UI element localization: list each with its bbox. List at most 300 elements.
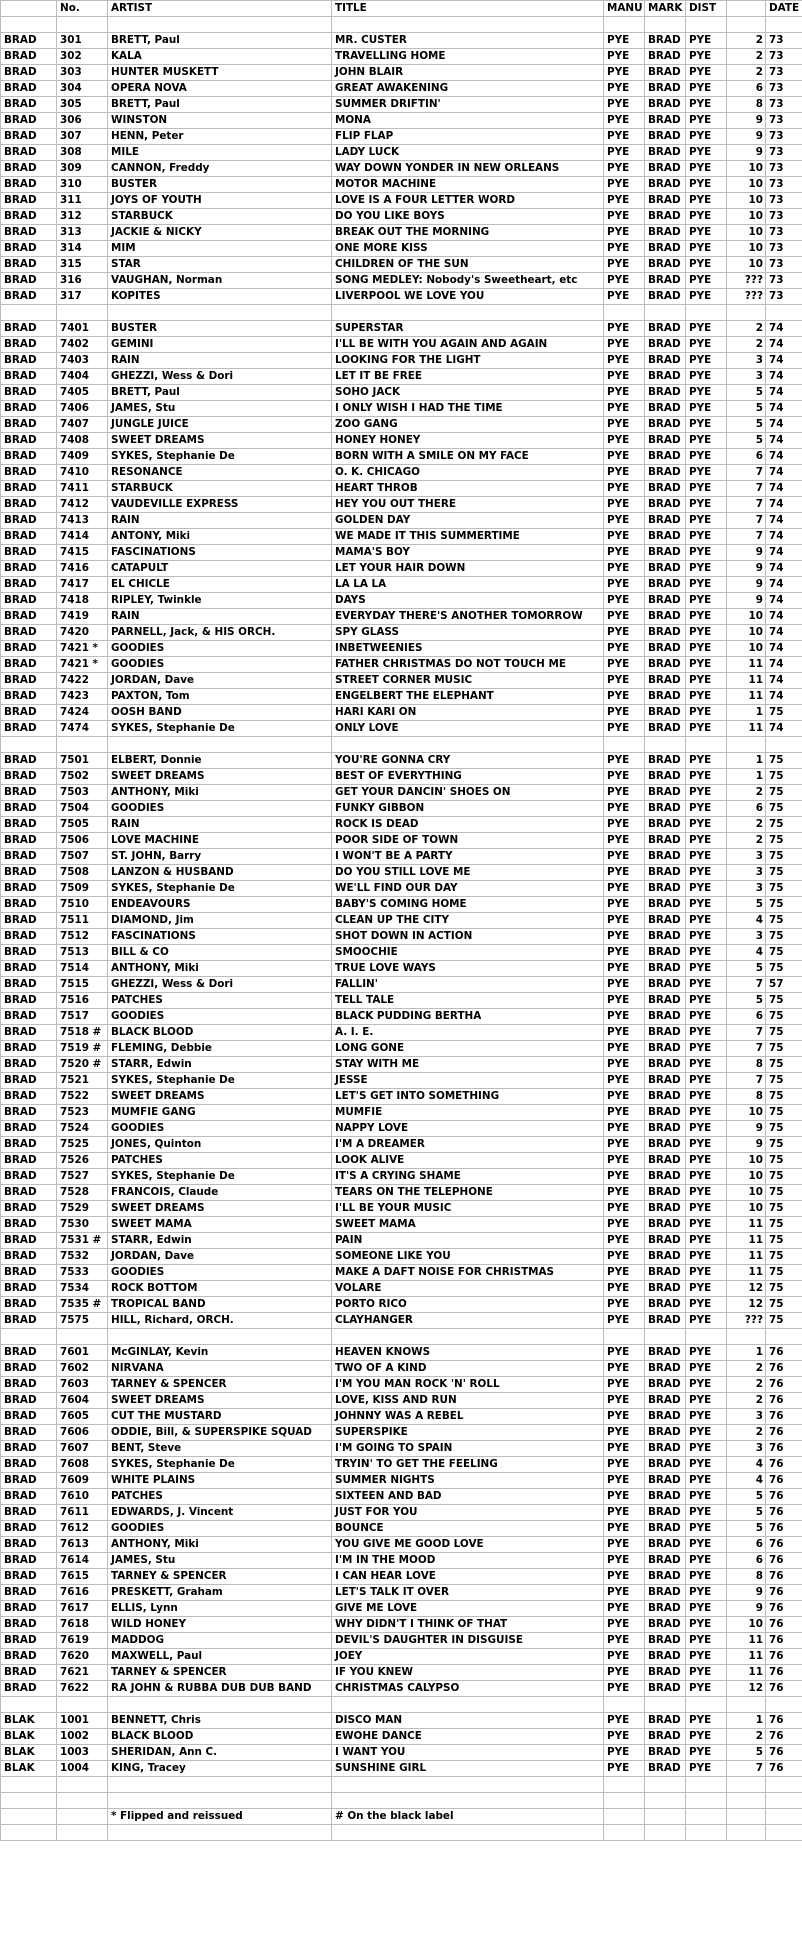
manu-cell: PYE bbox=[604, 1504, 645, 1520]
mark-cell: BRAD bbox=[645, 64, 686, 80]
label-cell: BRAD bbox=[1, 800, 57, 816]
artist-cell: WHITE PLAINS bbox=[108, 1472, 332, 1488]
dist-cell: PYE bbox=[686, 1344, 727, 1360]
label-cell: BRAD bbox=[1, 1632, 57, 1648]
manu-cell: PYE bbox=[604, 1536, 645, 1552]
manu-cell: PYE bbox=[604, 800, 645, 816]
number-cell: 7405 bbox=[57, 384, 108, 400]
dist-cell: PYE bbox=[686, 416, 727, 432]
manu-cell: PYE bbox=[604, 208, 645, 224]
artist-cell: OPERA NOVA bbox=[108, 80, 332, 96]
manu-cell: PYE bbox=[604, 672, 645, 688]
artist-cell: PATCHES bbox=[108, 992, 332, 1008]
table-row bbox=[1, 1232, 802, 1248]
number-cell bbox=[57, 1824, 108, 1840]
label-cell: BRAD bbox=[1, 1456, 57, 1472]
manu-cell: PYE bbox=[604, 1312, 645, 1328]
dist-cell: PYE bbox=[686, 496, 727, 512]
year-cell: 75 bbox=[766, 1072, 802, 1088]
table-row bbox=[1, 1664, 802, 1680]
manu-cell: PYE bbox=[604, 1616, 645, 1632]
month-cell: 1 bbox=[727, 752, 766, 768]
manu-cell: PYE bbox=[604, 992, 645, 1008]
manu-cell bbox=[604, 1824, 645, 1840]
month-cell: 12 bbox=[727, 1680, 766, 1696]
number-cell: 7516 bbox=[57, 992, 108, 1008]
table-row bbox=[1, 1616, 802, 1632]
number-cell: 7517 bbox=[57, 1008, 108, 1024]
mark-cell: BRAD bbox=[645, 112, 686, 128]
label-cell: BRAD bbox=[1, 1248, 57, 1264]
number-cell: 7603 bbox=[57, 1376, 108, 1392]
month-cell: 6 bbox=[727, 1008, 766, 1024]
label-cell: BRAD bbox=[1, 576, 57, 592]
year-cell: 76 bbox=[766, 1344, 802, 1360]
label-cell: BRAD bbox=[1, 160, 57, 176]
label-cell: BRAD bbox=[1, 432, 57, 448]
month-cell: 7 bbox=[727, 464, 766, 480]
artist-cell: BILL & CO bbox=[108, 944, 332, 960]
month-cell: 2 bbox=[727, 1728, 766, 1744]
year-cell: 76 bbox=[766, 1456, 802, 1472]
table-row bbox=[1, 432, 802, 448]
title-cell: SPY GLASS bbox=[332, 624, 604, 640]
title-cell bbox=[332, 736, 604, 752]
table-row bbox=[1, 272, 802, 288]
year-cell: 75 bbox=[766, 800, 802, 816]
month-cell: 10 bbox=[727, 1152, 766, 1168]
dist-cell: PYE bbox=[686, 96, 727, 112]
artist-cell: McGINLAY, Kevin bbox=[108, 1344, 332, 1360]
title-cell: BABY'S COMING HOME bbox=[332, 896, 604, 912]
month-cell: 8 bbox=[727, 1088, 766, 1104]
mark-cell: BRAD bbox=[645, 1312, 686, 1328]
table-row bbox=[1, 720, 802, 736]
manu-cell: PYE bbox=[604, 848, 645, 864]
table-row bbox=[1, 336, 802, 352]
table-row bbox=[1, 1072, 802, 1088]
year-cell: 75 bbox=[766, 1248, 802, 1264]
artist-cell: WILD HONEY bbox=[108, 1616, 332, 1632]
mark-cell: BRAD bbox=[645, 496, 686, 512]
artist-cell: ANTONY, Miki bbox=[108, 528, 332, 544]
number-cell: 7421 * bbox=[57, 640, 108, 656]
table-row bbox=[1, 1008, 802, 1024]
dist-cell: PYE bbox=[686, 1552, 727, 1568]
artist-cell: KOPITES bbox=[108, 288, 332, 304]
mark-cell: BRAD bbox=[645, 1712, 686, 1728]
table-row bbox=[1, 560, 802, 576]
dist-cell: PYE bbox=[686, 928, 727, 944]
mark-cell: BRAD bbox=[645, 720, 686, 736]
title-cell: FLIP FLAP bbox=[332, 128, 604, 144]
mark-cell: BRAD bbox=[645, 992, 686, 1008]
title-cell: DEVIL'S DAUGHTER IN DISGUISE bbox=[332, 1632, 604, 1648]
number-cell: 306 bbox=[57, 112, 108, 128]
artist-cell: RAIN bbox=[108, 816, 332, 832]
table-row bbox=[1, 928, 802, 944]
number-cell: 7605 bbox=[57, 1408, 108, 1424]
label-cell: BRAD bbox=[1, 784, 57, 800]
label-cell: BRAD bbox=[1, 992, 57, 1008]
artist-cell: GOODIES bbox=[108, 640, 332, 656]
year-cell: 74 bbox=[766, 672, 802, 688]
mark-cell: BRAD bbox=[645, 896, 686, 912]
manu-cell: PYE bbox=[604, 1216, 645, 1232]
table-row bbox=[1, 1744, 802, 1760]
mark-cell: BRAD bbox=[645, 176, 686, 192]
table-row bbox=[1, 1600, 802, 1616]
artist-cell: RAIN bbox=[108, 608, 332, 624]
mark-cell: BRAD bbox=[645, 1216, 686, 1232]
mark-cell: BRAD bbox=[645, 320, 686, 336]
year-cell: 74 bbox=[766, 352, 802, 368]
header-row bbox=[1, 1, 802, 17]
title-cell: SIXTEEN AND BAD bbox=[332, 1488, 604, 1504]
mark-cell: BRAD bbox=[645, 1008, 686, 1024]
label-cell bbox=[1, 1696, 57, 1712]
label-cell: BRAD bbox=[1, 688, 57, 704]
label-cell: BRAD bbox=[1, 1008, 57, 1024]
manu-cell: PYE bbox=[604, 1648, 645, 1664]
dist-cell: PYE bbox=[686, 320, 727, 336]
blank-row bbox=[1, 1792, 802, 1808]
artist-cell: PRESKETT, Graham bbox=[108, 1584, 332, 1600]
month-cell: 9 bbox=[727, 112, 766, 128]
dist-cell: PYE bbox=[686, 160, 727, 176]
label-cell: BRAD bbox=[1, 176, 57, 192]
table-row bbox=[1, 1248, 802, 1264]
title-cell: I WON'T BE A PARTY bbox=[332, 848, 604, 864]
artist-cell: BUSTER bbox=[108, 320, 332, 336]
number-cell: 7529 bbox=[57, 1200, 108, 1216]
mark-cell: BRAD bbox=[645, 1504, 686, 1520]
month-cell: 8 bbox=[727, 1568, 766, 1584]
mark-cell: BRAD bbox=[645, 1232, 686, 1248]
table-row bbox=[1, 128, 802, 144]
title-cell: I'LL BE WITH YOU AGAIN AND AGAIN bbox=[332, 336, 604, 352]
month-cell: 10 bbox=[727, 192, 766, 208]
artist-cell: VAUGHAN, Norman bbox=[108, 272, 332, 288]
title-cell: FATHER CHRISTMAS DO NOT TOUCH ME bbox=[332, 656, 604, 672]
number-cell: 7502 bbox=[57, 768, 108, 784]
manu-cell: PYE bbox=[604, 1232, 645, 1248]
label-cell: BRAD bbox=[1, 1584, 57, 1600]
title-cell: SWEET MAMA bbox=[332, 1216, 604, 1232]
artist-cell: KALA bbox=[108, 48, 332, 64]
manu-cell: PYE bbox=[604, 1184, 645, 1200]
artist-cell: ANTHONY, Miki bbox=[108, 960, 332, 976]
dist-cell: PYE bbox=[686, 1440, 727, 1456]
blank-row bbox=[1, 1696, 802, 1712]
table-row bbox=[1, 848, 802, 864]
year-cell: 75 bbox=[766, 704, 802, 720]
year-cell: 74 bbox=[766, 400, 802, 416]
mark-cell: BRAD bbox=[645, 1200, 686, 1216]
year-cell: 76 bbox=[766, 1680, 802, 1696]
title-cell: O. K. CHICAGO bbox=[332, 464, 604, 480]
dist-cell: PYE bbox=[686, 224, 727, 240]
month-cell: ??? bbox=[727, 272, 766, 288]
label-cell: BRAD bbox=[1, 464, 57, 480]
number-cell: 7602 bbox=[57, 1360, 108, 1376]
artist-cell: GOODIES bbox=[108, 800, 332, 816]
number-cell: 1001 bbox=[57, 1712, 108, 1728]
mark-cell: BRAD bbox=[645, 880, 686, 896]
title-cell: FUNKY GIBBON bbox=[332, 800, 604, 816]
number-cell: 309 bbox=[57, 160, 108, 176]
year-cell: 76 bbox=[766, 1392, 802, 1408]
number-cell bbox=[57, 1808, 108, 1824]
title-cell: SUPERSPIKE bbox=[332, 1424, 604, 1440]
mark-cell bbox=[645, 1808, 686, 1824]
dist-cell: PYE bbox=[686, 720, 727, 736]
title-cell: I'M A DREAMER bbox=[332, 1136, 604, 1152]
table-row bbox=[1, 1568, 802, 1584]
year-cell: 75 bbox=[766, 880, 802, 896]
artist-cell: RAIN bbox=[108, 352, 332, 368]
month-cell bbox=[727, 1824, 766, 1840]
artist-cell: SYKES, Stephanie De bbox=[108, 720, 332, 736]
mark-cell bbox=[645, 1792, 686, 1808]
number-cell: 7616 bbox=[57, 1584, 108, 1600]
label-cell: BRAD bbox=[1, 400, 57, 416]
dist-cell: PYE bbox=[686, 1264, 727, 1280]
year-cell: 73 bbox=[766, 32, 802, 48]
month-cell: 10 bbox=[727, 1200, 766, 1216]
mark-cell: BRAD bbox=[645, 464, 686, 480]
dist-cell: PYE bbox=[686, 288, 727, 304]
year-cell bbox=[766, 304, 802, 320]
number-cell: 7617 bbox=[57, 1600, 108, 1616]
blank-row bbox=[1, 1776, 802, 1792]
manu-cell: PYE bbox=[604, 1008, 645, 1024]
title-cell: DO YOU STILL LOVE ME bbox=[332, 864, 604, 880]
table-row bbox=[1, 96, 802, 112]
year-cell: 76 bbox=[766, 1568, 802, 1584]
month-cell: 10 bbox=[727, 1104, 766, 1120]
manu-cell: PYE bbox=[604, 752, 645, 768]
table-row bbox=[1, 544, 802, 560]
month-cell: 11 bbox=[727, 1632, 766, 1648]
table-row bbox=[1, 1520, 802, 1536]
mark-cell: BRAD bbox=[645, 672, 686, 688]
label-cell: BRAD bbox=[1, 656, 57, 672]
manu-cell: PYE bbox=[604, 1152, 645, 1168]
number-cell: 7520 # bbox=[57, 1056, 108, 1072]
table-row bbox=[1, 1168, 802, 1184]
label-cell: BLAK bbox=[1, 1728, 57, 1744]
year-cell: 75 bbox=[766, 1088, 802, 1104]
table-row bbox=[1, 288, 802, 304]
mark-cell: BRAD bbox=[645, 368, 686, 384]
title-cell bbox=[332, 304, 604, 320]
title-cell: I'M GOING TO SPAIN bbox=[332, 1440, 604, 1456]
number-cell: 307 bbox=[57, 128, 108, 144]
label-cell: BRAD bbox=[1, 1280, 57, 1296]
title-cell: LOVE, KISS AND RUN bbox=[332, 1392, 604, 1408]
artist-cell: ODDIE, Bill, & SUPERSPIKE SQUAD bbox=[108, 1424, 332, 1440]
year-cell: 76 bbox=[766, 1472, 802, 1488]
header-dist: DIST bbox=[686, 1, 727, 17]
manu-cell: PYE bbox=[604, 912, 645, 928]
mark-cell: BRAD bbox=[645, 656, 686, 672]
number-cell: 310 bbox=[57, 176, 108, 192]
month-cell: 6 bbox=[727, 80, 766, 96]
title-cell: MOTOR MACHINE bbox=[332, 176, 604, 192]
label-cell: BRAD bbox=[1, 496, 57, 512]
artist-cell: RIPLEY, Twinkle bbox=[108, 592, 332, 608]
table-row bbox=[1, 1312, 802, 1328]
number-cell: 7415 bbox=[57, 544, 108, 560]
title-cell: I'M YOU MAN ROCK 'N' ROLL bbox=[332, 1376, 604, 1392]
mark-cell: BRAD bbox=[645, 832, 686, 848]
title-cell: TRUE LOVE WAYS bbox=[332, 960, 604, 976]
dist-cell: PYE bbox=[686, 368, 727, 384]
dist-cell: PYE bbox=[686, 1072, 727, 1088]
table-row bbox=[1, 1504, 802, 1520]
dist-cell: PYE bbox=[686, 976, 727, 992]
dist-cell: PYE bbox=[686, 528, 727, 544]
artist-cell: ANTHONY, Miki bbox=[108, 784, 332, 800]
manu-cell: PYE bbox=[604, 768, 645, 784]
artist-cell: EL CHICLE bbox=[108, 576, 332, 592]
artist-cell: FASCINATIONS bbox=[108, 928, 332, 944]
manu-cell bbox=[604, 736, 645, 752]
number-cell: 7515 bbox=[57, 976, 108, 992]
manu-cell: PYE bbox=[604, 720, 645, 736]
mark-cell: BRAD bbox=[645, 1568, 686, 1584]
number-cell: 7534 bbox=[57, 1280, 108, 1296]
mark-cell: BRAD bbox=[645, 976, 686, 992]
number-cell: 7424 bbox=[57, 704, 108, 720]
month-cell: 11 bbox=[727, 1232, 766, 1248]
month-cell: 10 bbox=[727, 240, 766, 256]
table-row bbox=[1, 1728, 802, 1744]
number-cell: 7410 bbox=[57, 464, 108, 480]
month-cell: 10 bbox=[727, 608, 766, 624]
dist-cell: PYE bbox=[686, 1392, 727, 1408]
dist-cell: PYE bbox=[686, 1312, 727, 1328]
year-cell: 74 bbox=[766, 384, 802, 400]
title-cell: DISCO MAN bbox=[332, 1712, 604, 1728]
artist-cell: GOODIES bbox=[108, 1120, 332, 1136]
manu-cell: PYE bbox=[604, 704, 645, 720]
label-cell: BRAD bbox=[1, 1360, 57, 1376]
title-cell: MAMA'S BOY bbox=[332, 544, 604, 560]
artist-cell: BENNETT, Chris bbox=[108, 1712, 332, 1728]
dist-cell: PYE bbox=[686, 544, 727, 560]
label-cell: BRAD bbox=[1, 112, 57, 128]
number-cell: 7528 bbox=[57, 1184, 108, 1200]
label-cell: BRAD bbox=[1, 1664, 57, 1680]
month-cell bbox=[727, 1328, 766, 1344]
manu-cell: PYE bbox=[604, 1728, 645, 1744]
title-cell: ONLY LOVE bbox=[332, 720, 604, 736]
year-cell: 75 bbox=[766, 1280, 802, 1296]
dist-cell: PYE bbox=[686, 1648, 727, 1664]
month-cell: 9 bbox=[727, 1600, 766, 1616]
number-cell: 7406 bbox=[57, 400, 108, 416]
month-cell: 11 bbox=[727, 1648, 766, 1664]
table-row bbox=[1, 224, 802, 240]
month-cell: 10 bbox=[727, 160, 766, 176]
dist-cell: PYE bbox=[686, 1168, 727, 1184]
title-cell: I ONLY WISH I HAD THE TIME bbox=[332, 400, 604, 416]
table-row bbox=[1, 800, 802, 816]
mark-cell: BRAD bbox=[645, 352, 686, 368]
month-cell: 3 bbox=[727, 352, 766, 368]
title-cell: JESSE bbox=[332, 1072, 604, 1088]
number-cell bbox=[57, 1776, 108, 1792]
artist-cell: STARR, Edwin bbox=[108, 1232, 332, 1248]
number-cell: 7403 bbox=[57, 352, 108, 368]
label-cell: BRAD bbox=[1, 832, 57, 848]
dist-cell: PYE bbox=[686, 816, 727, 832]
manu-cell: PYE bbox=[604, 496, 645, 512]
dist-cell: PYE bbox=[686, 1136, 727, 1152]
manu-cell: PYE bbox=[604, 832, 645, 848]
table-row bbox=[1, 960, 802, 976]
month-cell: 3 bbox=[727, 864, 766, 880]
table-row bbox=[1, 816, 802, 832]
number-cell: 7620 bbox=[57, 1648, 108, 1664]
number-cell: 7606 bbox=[57, 1424, 108, 1440]
artist-cell: HENN, Peter bbox=[108, 128, 332, 144]
manu-cell: PYE bbox=[604, 896, 645, 912]
mark-cell: BRAD bbox=[645, 624, 686, 640]
year-cell: 74 bbox=[766, 464, 802, 480]
manu-cell: PYE bbox=[604, 1360, 645, 1376]
title-cell: I'M IN THE MOOD bbox=[332, 1552, 604, 1568]
label-cell: BRAD bbox=[1, 752, 57, 768]
number-cell: 7524 bbox=[57, 1120, 108, 1136]
month-cell: 10 bbox=[727, 224, 766, 240]
label-cell: BRAD bbox=[1, 240, 57, 256]
table-row bbox=[1, 208, 802, 224]
table-row bbox=[1, 640, 802, 656]
year-cell: 76 bbox=[766, 1536, 802, 1552]
mark-cell: BRAD bbox=[645, 1168, 686, 1184]
table-row bbox=[1, 1264, 802, 1280]
month-cell: 1 bbox=[727, 768, 766, 784]
table-row bbox=[1, 368, 802, 384]
year-cell: 73 bbox=[766, 240, 802, 256]
title-cell: WHY DIDN'T I THINK OF THAT bbox=[332, 1616, 604, 1632]
number-cell: 7413 bbox=[57, 512, 108, 528]
manu-cell: PYE bbox=[604, 1680, 645, 1696]
number-cell: 7575 bbox=[57, 1312, 108, 1328]
table-row bbox=[1, 1344, 802, 1360]
title-cell: YOU'RE GONNA CRY bbox=[332, 752, 604, 768]
mark-cell: BRAD bbox=[645, 1120, 686, 1136]
label-cell: BRAD bbox=[1, 1392, 57, 1408]
month-cell: 12 bbox=[727, 1296, 766, 1312]
artist-cell: JORDAN, Dave bbox=[108, 672, 332, 688]
mark-cell: BRAD bbox=[645, 768, 686, 784]
month-cell: 5 bbox=[727, 896, 766, 912]
dist-cell: PYE bbox=[686, 1488, 727, 1504]
artist-cell: MIM bbox=[108, 240, 332, 256]
artist-cell: CANNON, Freddy bbox=[108, 160, 332, 176]
dist-cell: PYE bbox=[686, 208, 727, 224]
mark-cell: BRAD bbox=[645, 32, 686, 48]
label-cell: BRAD bbox=[1, 256, 57, 272]
table-row bbox=[1, 320, 802, 336]
mark-cell: BRAD bbox=[645, 576, 686, 592]
artist-cell bbox=[108, 17, 332, 33]
title-cell: STAY WITH ME bbox=[332, 1056, 604, 1072]
